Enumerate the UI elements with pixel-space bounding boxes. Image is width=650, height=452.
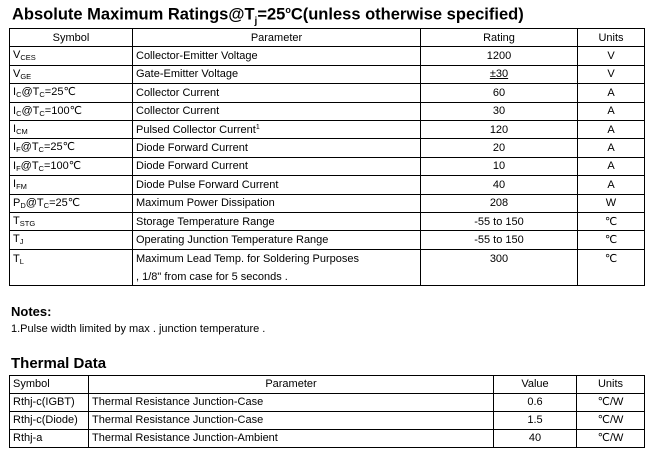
parameter-cell: Maximum Power Dissipation bbox=[133, 194, 421, 212]
col-header-rating: Rating bbox=[421, 29, 578, 47]
rating-cell: 40 bbox=[421, 176, 578, 194]
col-header-units: Units bbox=[577, 376, 645, 394]
symbol-cell: VCES bbox=[10, 47, 133, 65]
table-row bbox=[10, 430, 645, 448]
units-cell: A bbox=[578, 139, 645, 157]
symbol-cell: TL bbox=[10, 249, 133, 285]
col-header-units: Units bbox=[578, 29, 645, 47]
symbol-cell: Rthj-c(IGBT) bbox=[10, 394, 89, 412]
parameter-cell: Thermal Resistance Junction-Case bbox=[89, 394, 494, 412]
symbol-cell: TJ bbox=[10, 231, 133, 249]
table-row bbox=[10, 249, 645, 285]
symbol-cell: Rthj-a bbox=[10, 430, 89, 448]
symbol-cell: IFM bbox=[10, 176, 133, 194]
units-cell: ℃ bbox=[578, 212, 645, 230]
table-row bbox=[10, 176, 645, 194]
parameter-cell: Gate-Emitter Voltage bbox=[133, 65, 421, 83]
parameter-cell: Collector-Emitter Voltage bbox=[133, 47, 421, 65]
symbol-cell: IF@TC=100℃ bbox=[10, 157, 133, 175]
symbol-cell: IC@TC=100℃ bbox=[10, 102, 133, 120]
parameter-cell: Thermal Resistance Junction-Case bbox=[89, 412, 494, 430]
symbol-cell: VGE bbox=[10, 65, 133, 83]
table-row bbox=[10, 157, 645, 175]
thermal-data-table bbox=[9, 375, 645, 448]
units-cell: A bbox=[578, 84, 645, 102]
parameter-cell: Pulsed Collector Current$^1$ bbox=[133, 120, 421, 138]
table-row bbox=[10, 120, 645, 138]
col-header-value: Value bbox=[494, 376, 577, 394]
rating-cell: 1200 bbox=[421, 47, 578, 65]
symbol-cell: Rthj-c(Diode) bbox=[10, 412, 89, 430]
units-cell: A bbox=[578, 120, 645, 138]
symbol-cell: TSTG bbox=[10, 212, 133, 230]
parameter-cell: Diode Pulse Forward Current bbox=[133, 176, 421, 194]
parameter-cell: Maximum Lead Temp. for Soldering Purposes , 1/8" from case for 5 seconds . bbox=[133, 249, 421, 285]
value-cell: 40 bbox=[494, 430, 577, 448]
page-title: Absolute Maximum $Ratings@T_j=25^oC(unless$ otherwise specified) bbox=[12, 5, 524, 27]
value-cell: 0.6 bbox=[494, 394, 577, 412]
units-cell: ℃/W bbox=[577, 430, 645, 448]
parameter-cell: Operating Junction Temperature Range bbox=[133, 231, 421, 249]
rating-cell: -55 to 150 bbox=[421, 212, 578, 230]
table-row bbox=[10, 212, 645, 230]
rating-cell: ±30 bbox=[421, 65, 578, 83]
table-row bbox=[10, 231, 645, 249]
table-header-row bbox=[10, 376, 645, 394]
units-cell: ℃/W bbox=[577, 412, 645, 430]
table-row bbox=[10, 47, 645, 65]
col-header-symbol: Symbol bbox=[10, 376, 89, 394]
parameter-cell: Thermal Resistance Junction-Ambient bbox=[89, 430, 494, 448]
units-cell: A bbox=[578, 102, 645, 120]
rating-cell: 60 bbox=[421, 84, 578, 102]
note-item: 1.Pulse width limited by max . junction temperature . bbox=[11, 323, 266, 335]
units-cell: W bbox=[578, 194, 645, 212]
col-header-symbol: Symbol bbox=[10, 29, 133, 47]
col-header-parameter: Parameter bbox=[133, 29, 421, 47]
rating-cell: 10 bbox=[421, 157, 578, 175]
symbol-cell: PD@TC=25℃ bbox=[10, 194, 133, 212]
table-row bbox=[10, 102, 645, 120]
col-header-parameter: Parameter bbox=[89, 376, 494, 394]
rating-cell: 300 bbox=[421, 249, 578, 285]
parameter-cell: Collector Current bbox=[133, 84, 421, 102]
table-row bbox=[10, 84, 645, 102]
table-row bbox=[10, 139, 645, 157]
notes-heading: Notes: bbox=[11, 304, 52, 319]
units-cell: ℃ bbox=[578, 231, 645, 249]
units-cell: V bbox=[578, 47, 645, 65]
parameter-cell: Diode Forward Current bbox=[133, 139, 421, 157]
absolute-max-ratings-table bbox=[9, 28, 645, 286]
units-cell: ℃/W bbox=[577, 394, 645, 412]
rating-cell: 120 bbox=[421, 120, 578, 138]
units-cell: A bbox=[578, 176, 645, 194]
rating-cell: -55 to 150 bbox=[421, 231, 578, 249]
symbol-cell: IF@TC=25℃ bbox=[10, 139, 133, 157]
table-row bbox=[10, 412, 645, 430]
parameter-cell: Diode Forward Current bbox=[133, 157, 421, 175]
table-row bbox=[10, 394, 645, 412]
rating-cell: 208 bbox=[421, 194, 578, 212]
rating-cell: 30 bbox=[421, 102, 578, 120]
units-cell: V bbox=[578, 65, 645, 83]
table-row bbox=[10, 194, 645, 212]
units-cell: A bbox=[578, 157, 645, 175]
value-cell: 1.5 bbox=[494, 412, 577, 430]
thermal-data-heading: Thermal Data bbox=[11, 355, 107, 372]
parameter-cell: Storage Temperature Range bbox=[133, 212, 421, 230]
table-row bbox=[10, 65, 645, 83]
rating-cell: 20 bbox=[421, 139, 578, 157]
symbol-cell: IC@TC=25℃ bbox=[10, 84, 133, 102]
symbol-cell: ICM bbox=[10, 120, 133, 138]
parameter-cell: Collector Current bbox=[133, 102, 421, 120]
table-header-row bbox=[10, 29, 645, 47]
units-cell: ℃ bbox=[578, 249, 645, 285]
